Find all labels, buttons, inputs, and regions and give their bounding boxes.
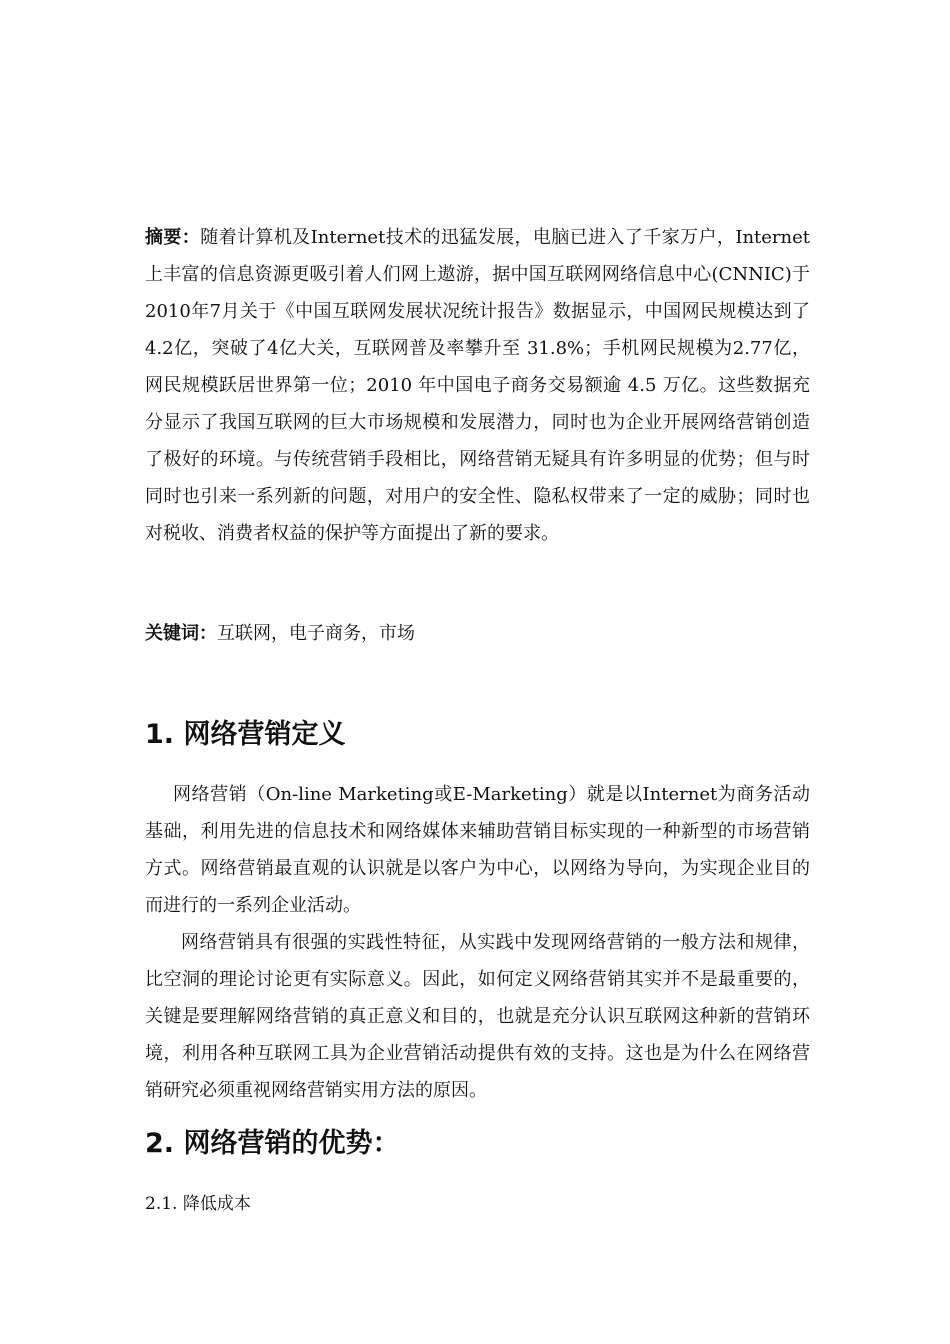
section-1-heading: 1. 网络营销定义 <box>145 719 346 750</box>
section-1-paragraph-1: 网络营销（On-line Marketing或E-Marketing）就是以Internet为商务活动基础，利用先进的信息技术和网络媒体来辅助营销目标实现的一种新型的市场营销方式。网络营销最直观的认识就是以客户为中心，以网络为导向，为实现企业目的而进行的一系列企业活动。 <box>145 784 810 916</box>
section-2-heading: 2. 网络营销的优势： <box>145 1128 400 1159</box>
abstract-text: 随着计算机及Internet技术的迅猛发展，电脑已进入了千家万户，Internet上丰富的信息资源更吸引着人们网上遨游，据中国互联网网络信息中心(CNNIC)于2010年7月关于《中国互联网发展状况统计报告》数据显示，中国网民规模达到了4.2亿，突破了4亿大关，互联网普及率攀升至 31.8%；手机网民规模为2.77亿，网民规模跃居世界第一位；2010 年中国电子商务交易额逾 4.5 万亿。这些数据充分显示了我国互联网的巨大市场规模和发展潜力，同时也为企业开展网络营销创造了极好的环境。与传统营销手段相比，网络营销无疑具有许多明显的优势；但与时同时也引来一系列新的问题，对用户的安全性、隐私权带来了一定的威胁；同时也对税收、消费者权益的保护等方面提出了新的要求。 <box>145 227 811 544</box>
keywords-label: 关键词： <box>145 623 217 644</box>
abstract-label: 摘要： <box>145 227 201 248</box>
abstract-block <box>145 219 810 552</box>
abstract-paragraph <box>145 219 810 552</box>
keywords-text: 互联网，电子商务，市场 <box>217 623 415 644</box>
keywords-block <box>145 615 810 652</box>
section-1-paragraph-2: 网络营销具有很强的实践性特征，从实践中发现网络营销的一般方法和规律，比空洞的理论讨论更有实际意义。因此，如何定义网络营销其实并不是最重要的，关键是要理解网络营销的真正意义和目的，也就是充分认识互联网这种新的营销环境，利用各种互联网工具为企业营销活动提供有效的支持。这也是为什么在网络营销研究必须重视网络营销实用方法的原因。 <box>145 932 810 1101</box>
section-1-body <box>145 776 810 1109</box>
keywords-paragraph <box>145 615 810 652</box>
section-2-1-subheading: 2.1. 降低成本 <box>145 1194 251 1214</box>
